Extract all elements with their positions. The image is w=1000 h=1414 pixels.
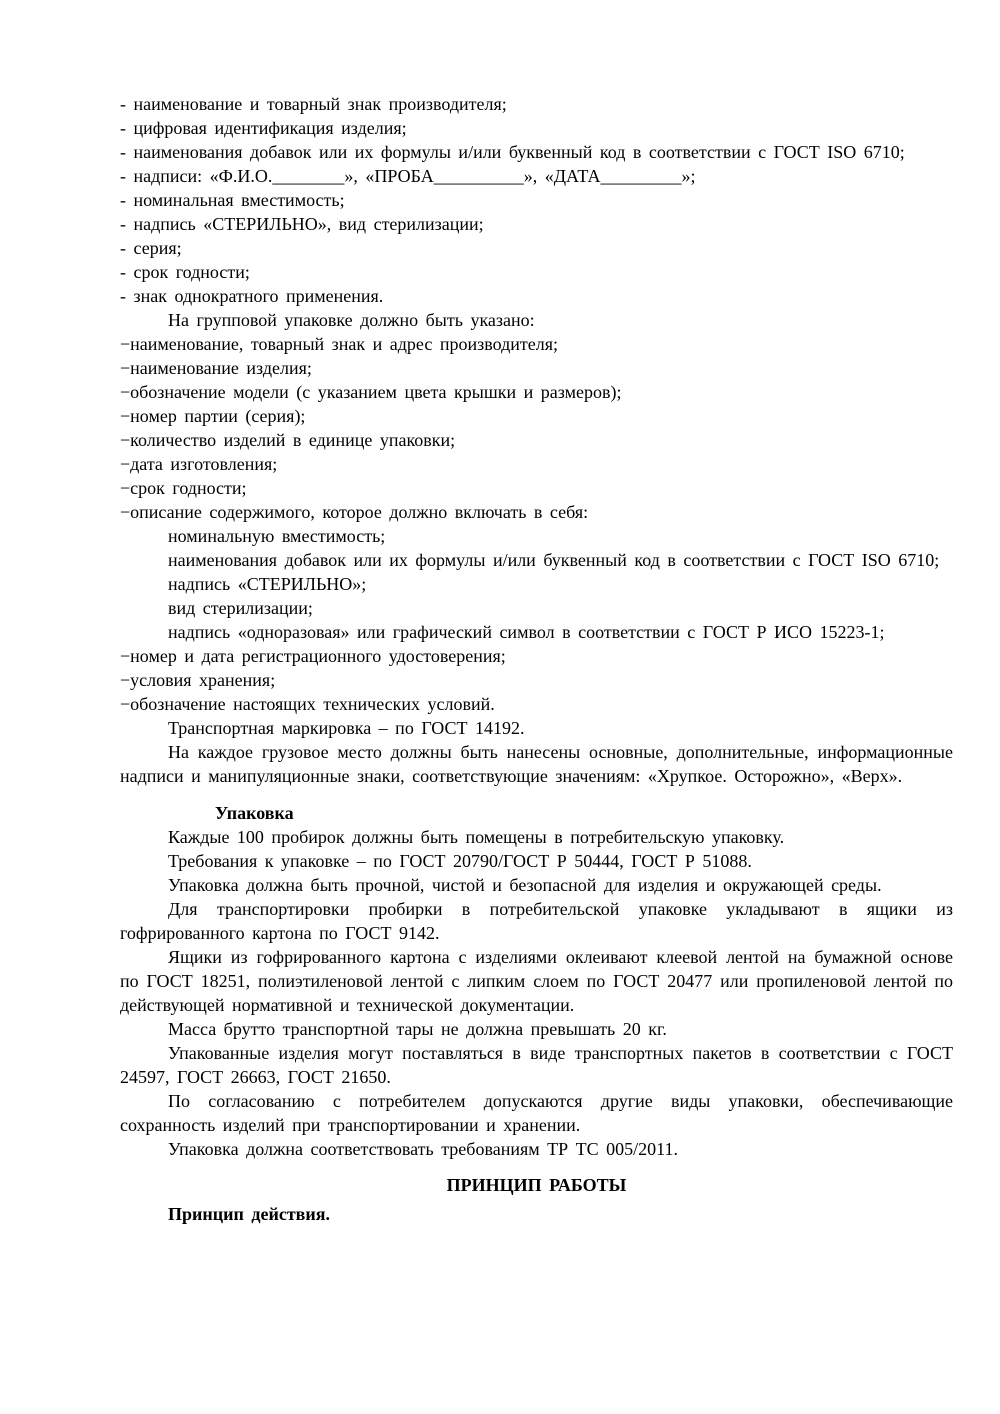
- list-item-hyphen: - знак однократного применения.: [120, 286, 384, 306]
- list-item-dash: −описание содержимого, которое должно включать в себя:: [120, 502, 589, 522]
- list-item-dash: −номер партии (серия);: [120, 406, 306, 426]
- chapter-heading: ПРИНЦИП РАБОТЫ: [446, 1175, 627, 1195]
- paragraph: Каждые 100 пробирок должны быть помещены в потребительскую упаковку.: [168, 827, 785, 847]
- list-item-dash: −срок годности;: [120, 478, 247, 498]
- list-item-hyphen: - номинальная вместимость;: [120, 190, 345, 210]
- list-item-hyphen: - цифровая идентификация изделия;: [120, 118, 407, 138]
- list-item-dash: −условия хранения;: [120, 670, 276, 690]
- sub-item: надпись «СТЕРИЛЬНО»;: [168, 574, 367, 594]
- list-item-dash: −обозначение настоящих технических условий.: [120, 694, 495, 714]
- sub-item: вид стерилизации;: [168, 598, 313, 618]
- list-item-dash: −дата изготовления;: [120, 454, 278, 474]
- paragraph: Ящики из гофрированного картона с изделиями оклеивают клеевой лентой на бумажной основе по ГОСТ 18251, полиэтиленовой лентой с липким слоем по ГОСТ 20477 или пропиленовой лентой по действующей нормативной и технической документации.: [120, 947, 953, 1015]
- list-item-hyphen: - надписи: «Ф.И.О.________», «ПРОБА__________», «ДАТА_________»;: [120, 166, 696, 186]
- document-content: [120, 92, 953, 1226]
- paragraph: Требования к упаковке – по ГОСТ 20790/ГОСТ Р 50444, ГОСТ Р 51088.: [168, 851, 752, 871]
- list-item-dash: −количество изделий в единице упаковки;: [120, 430, 456, 450]
- paragraph: Транспортная маркировка – по ГОСТ 14192.: [168, 718, 525, 738]
- list-item-hyphen: - наименования добавок или их формулы и/или буквенный код в соответствии с ГОСТ ISO 6710;: [120, 142, 905, 162]
- paragraph: Упаковка должна соответствовать требованиям ТР ТС 005/2011.: [168, 1139, 678, 1159]
- sub-item: номинальную вместимость;: [168, 526, 386, 546]
- paragraph: Упаковка должна быть прочной, чистой и безопасной для изделия и окружающей среды.: [168, 875, 882, 895]
- list-item-dash: −наименование, товарный знак и адрес производителя;: [120, 334, 558, 354]
- sub-item: наименования добавок или их формулы и/или буквенный код в соответствии с ГОСТ ISO 6710;: [168, 550, 940, 570]
- sub-item: надпись «одноразовая» или графический символ в соответствии с ГОСТ Р ИСО 15223-1;: [168, 622, 885, 642]
- section-heading: Упаковка: [215, 803, 294, 823]
- list-item-dash: −обозначение модели (с указанием цвета крышки и размеров);: [120, 382, 622, 402]
- list-item-hyphen: - наименование и товарный знак производителя;: [120, 94, 507, 114]
- bold-paragraph: Принцип действия.: [168, 1204, 330, 1224]
- list-item-hyphen: - срок годности;: [120, 262, 250, 282]
- paragraph: По согласованию с потребителем допускаются другие виды упаковки, обеспечивающие сохранность изделий при транспортировании и хранении.: [120, 1091, 953, 1135]
- paragraph: На групповой упаковке должно быть указано:: [168, 310, 535, 330]
- list-item-hyphen: - надпись «СТЕРИЛЬНО», вид стерилизации;: [120, 214, 484, 234]
- paragraph: Упакованные изделия могут поставляться в виде транспортных пакетов в соответствии с ГОСТ 24597, ГОСТ 26663, ГОСТ 21650.: [120, 1043, 953, 1087]
- list-item-hyphen: - серия;: [120, 238, 182, 258]
- paragraph: Для транспортировки пробирки в потребительской упаковке укладывают в ящики из гофрированного картона по ГОСТ 9142.: [120, 899, 953, 943]
- list-item-dash: −наименование изделия;: [120, 358, 312, 378]
- paragraph: На каждое грузовое место должны быть нанесены основные, дополнительные, информационные надписи и манипуляционные знаки, соответствующие значениям: «Хрупкое. Осторожно», «Верх».: [120, 742, 953, 786]
- paragraph: Масса брутто транспортной тары не должна превышать 20 кг.: [168, 1019, 667, 1039]
- list-item-dash: −номер и дата регистрационного удостоверения;: [120, 646, 506, 666]
